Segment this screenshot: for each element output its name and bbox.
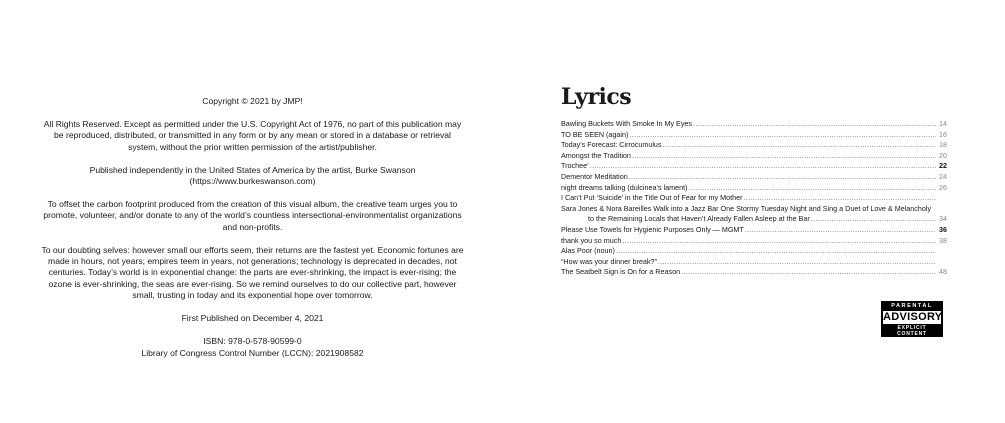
toc-entry-page: 20 (939, 150, 947, 160)
toc-entry-page: 14 (939, 119, 947, 128)
toc-leader (744, 193, 937, 204)
toc-leader (693, 119, 936, 130)
toc-entry-title: Trochee’ (561, 161, 589, 171)
page-title: Lyrics (561, 84, 632, 110)
toc-entry-title: Alas Poor (noun) (561, 246, 615, 256)
advisory-middle-text: ADVISORY (883, 311, 943, 323)
toc-leader (632, 151, 936, 162)
toc-entry (561, 267, 947, 278)
rights-paragraph: All Rights Reserved. Except as permitted under the U.S. Copyright Act of 1976, no part of this publication may be reproduced, distributed, or transmitted in any form or by any mean or stored in a database or retrieval system, without the prior written permission of the artist/publisher. (43, 118, 462, 152)
toc-entry (561, 172, 947, 183)
carbon-paragraph: To offset the carbon footprint produced from the creation of this visual album, the creative team urges you to promote, volunteer, and/or donate to any of the world’s countless intersectional-environmentalist organizations and non-profits. (43, 198, 462, 232)
toc-leader (681, 267, 936, 278)
toc-entry-title: Please Use Towels for Hygienic Purposes Only — MGMT (561, 224, 744, 234)
lyrics-toc-page (561, 84, 947, 278)
toc-entry-page: 26 (939, 182, 947, 192)
toc-entry-title-continued: to the Remaining Locals that Haven’t Already Fallen Asleep at the Bar (588, 214, 810, 224)
toc-entry-title: Dementor Meditation (561, 171, 628, 181)
toc-leader (745, 225, 936, 236)
toc-leader (658, 257, 936, 268)
toc-leader (811, 214, 936, 225)
toc-entry-page: 34 (939, 214, 947, 224)
toc-entry-page: 48 (939, 267, 947, 277)
toc-entry (561, 140, 947, 151)
toc-leader (663, 140, 936, 151)
table-of-contents (561, 119, 947, 278)
toc-entry (561, 130, 947, 141)
toc-entry-page: 24 (939, 171, 947, 181)
toc-entry (561, 246, 947, 257)
toc-entry-title: “How was your dinner break?” (561, 256, 657, 266)
toc-entry-title: TO BE SEEN (again) (561, 129, 629, 139)
toc-entry-title: thank you so much (561, 235, 622, 245)
isbn-line: ISBN: 978-0-578-90599-0 (203, 336, 302, 347)
toc-entry-page: 36 (939, 224, 947, 234)
toc-entry-title: I Can’t Put ‘Suicide’ in the Title Out of Fear for my Mother (561, 193, 743, 203)
toc-leader (629, 130, 936, 141)
advisory-top-text: PARENTAL (891, 303, 933, 309)
toc-entry (561, 119, 947, 130)
toc-leader (616, 246, 936, 257)
toc-entry (561, 257, 947, 268)
toc-entry-title: Amongst the Tradition (561, 150, 631, 160)
toc-leader (629, 172, 936, 183)
first-published-line: First Published on December 4, 2021 (181, 313, 324, 324)
toc-entry-title: night dreams talking (dulcinea’s lament) (561, 182, 688, 192)
copyright-line: Copyright © 2021 by JMP! (202, 96, 303, 106)
toc-entry-title: Sara Jones & Nora Bareilles Walk into a Jazz Bar One Stormy Tuesday Night and Sing a Duet of Love & Melancholy (561, 203, 932, 213)
toc-entry (561, 225, 947, 236)
toc-leader (622, 236, 936, 247)
toc-entry (561, 151, 947, 162)
toc-entry (561, 236, 947, 247)
toc-entry (561, 161, 947, 172)
lccn-line: Library of Congress Control Number (LCCN): 2021908582 (141, 347, 364, 358)
toc-entry (561, 183, 947, 194)
copyright-page (40, 96, 465, 359)
toc-entry-page: 38 (939, 235, 947, 245)
parental-advisory-label (881, 301, 943, 337)
doubting-paragraph: To our doubting selves: however small our efforts seem, their returns are the fastest yet. Economic fortunes are made in hours, not years; empires teem in years, not generations; technology is deprecated in decades, not centuries. Today’s world is in exponential change: the parts are ever-shrinking, the impact is ever-rising; the ozone is ever-shrinking, the seas are ever-rising. So we remind ourselves to do our collective part, however small, trusting in today and its exponential hope over tomorrow. (41, 244, 464, 301)
toc-entry (561, 214, 947, 225)
toc-leader (590, 161, 936, 172)
toc-entry-title: Bawling Buckets With Smoke In My Eyes (561, 119, 693, 128)
toc-entry (561, 193, 947, 204)
toc-entry-page: 18 (939, 140, 947, 150)
toc-entry-page: 16 (939, 129, 947, 139)
advisory-bottom-text: EXPLICIT CONTENT (897, 325, 927, 337)
toc-entry-page: 22 (939, 161, 947, 171)
published-paragraph: Published independently in the United States of America by the artist, Burke Swanson (https://www.burkeswanson.com) (89, 164, 416, 187)
toc-entry-title: Today’s Forecast: Cirrocumulus (561, 140, 662, 150)
toc-entry-title: The Seatbelt Sign is On for a Reason (561, 267, 681, 277)
toc-leader (689, 183, 936, 194)
